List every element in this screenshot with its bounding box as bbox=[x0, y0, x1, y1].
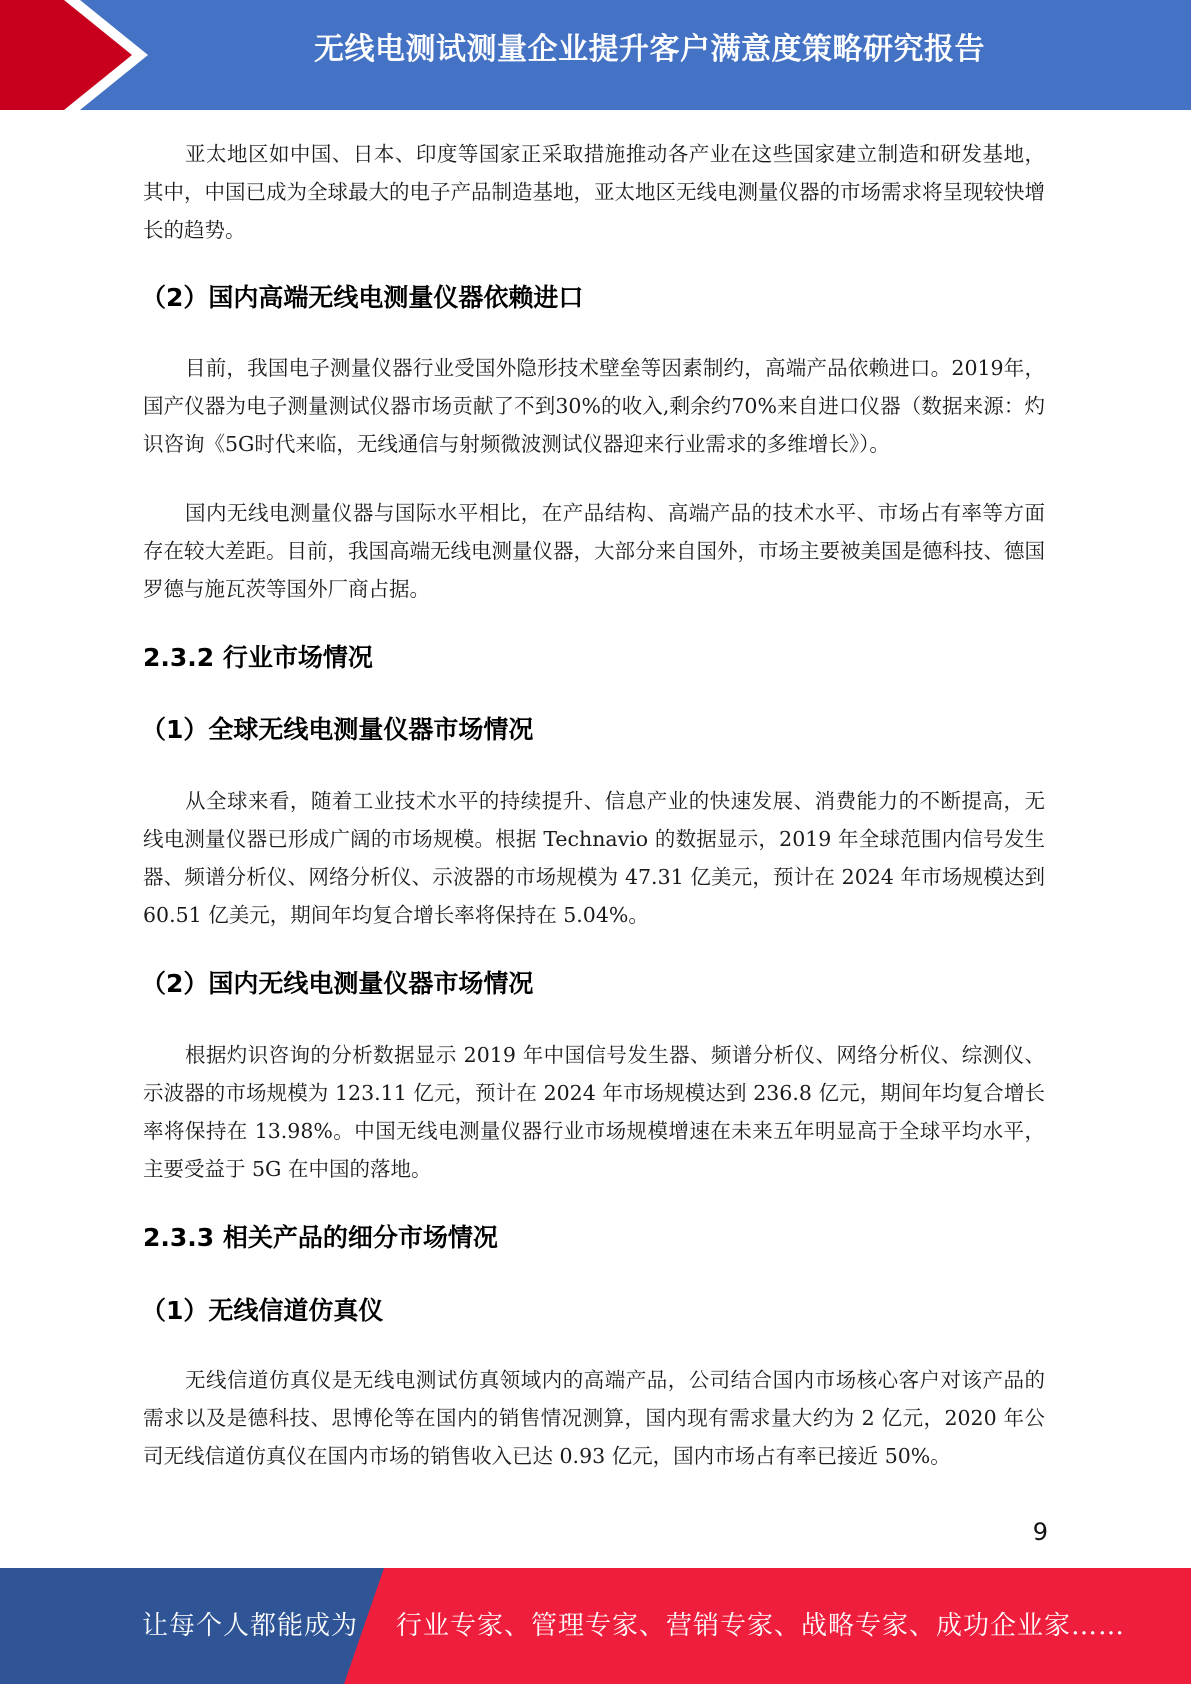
heading-2-3-2: 2.3.2 行业市场情况 bbox=[143, 643, 373, 672]
footer-slogan-right: 行业专家、管理专家、营销专家、战略专家、成功企业家…… bbox=[396, 1611, 1126, 1641]
page-number: 9 bbox=[1032, 1518, 1048, 1546]
paragraph-domestic-market: 根据灼识咨询的分析数据显示 2019 年中国信号发生器、频谱分析仪、网络分析仪、综测仪、示波器的市场规模为 123.11 亿元，预计在 2024 年市场规模达到 236.8 亿元，期间年均复合增长率将保持在 13.98%。中国无线电测量仪器行业市场规模增速在未来五年明显高于全球平均水平，主要受益于 5G 在中国的落地。 bbox=[143, 1043, 1045, 1181]
heading-domestic-import: （2）国内高端无线电测量仪器依赖进口 bbox=[141, 283, 584, 312]
document-title: 无线电测试测量企业提升客户满意度策略研究报告 bbox=[314, 32, 985, 67]
heading-global-market: （1）全球无线电测量仪器市场情况 bbox=[141, 715, 534, 744]
paragraph-import-dependence: 目前，我国电子测量仪器行业受国外隐形技术壁垒等因素制约，高端产品依赖进口。2019年，国产仪器为电子测量测试仪器市场贡献了不到30%的收入,剩余约70%来自进口仪器（数据来源：灼识咨询《5G时代来临，无线通信与射频微波测试仪器迎来行业需求的多维增长》）。 bbox=[143, 356, 1045, 456]
paragraph-channel-emulator: 无线信道仿真仪是无线电测试仿真领域内的高端产品，公司结合国内市场核心客户对该产品的需求以及是德科技、思博伦等在国内的销售情况测算，国内现有需求量大约为 2 亿元，2020 年公司无线信道仿真仪在国内市场的销售收入已达 0.93 亿元，国内市场占有率已接近 50%。 bbox=[143, 1368, 1045, 1468]
footer-banner bbox=[0, 1568, 1191, 1684]
header-banner bbox=[0, 0, 1191, 110]
heading-channel-emulator: （1）无线信道仿真仪 bbox=[141, 1296, 384, 1325]
paragraph-international-gap: 国内无线电测量仪器与国际水平相比，在产品结构、高端产品的技术水平、市场占有率等方面存在较大差距。目前，我国高端无线电测量仪器，大部分来自国外，市场主要被美国是德科技、德国罗德与施瓦茨等国外厂商占据。 bbox=[143, 501, 1045, 601]
paragraph-asia-pacific: 亚太地区如中国、日本、印度等国家正采取措施推动各产业在这些国家建立制造和研发基地，其中，中国已成为全球最大的电子产品制造基地，亚太地区无线电测量仪器的市场需求将呈现较快增长的趋势。 bbox=[143, 142, 1045, 242]
heading-domestic-market: （2）国内无线电测量仪器市场情况 bbox=[141, 969, 534, 998]
footer-slogan-left: 让每个人都能成为 bbox=[142, 1611, 359, 1641]
heading-2-3-3: 2.3.3 相关产品的细分市场情况 bbox=[143, 1223, 498, 1252]
paragraph-global-market: 从全球来看，随着工业技术水平的持续提升、信息产业的快速发展、消费能力的不断提高，无线电测量仪器已形成广阔的市场规模。根据 Technavio 的数据显示，2019 年全球范围内信号发生器、频谱分析仪、网络分析仪、示波器的市场规模为 47.31 亿美元，预计在 2024 年市场规模达到 60.51 亿美元，期间年均复合增长率将保持在 5.04%。 bbox=[143, 789, 1045, 927]
